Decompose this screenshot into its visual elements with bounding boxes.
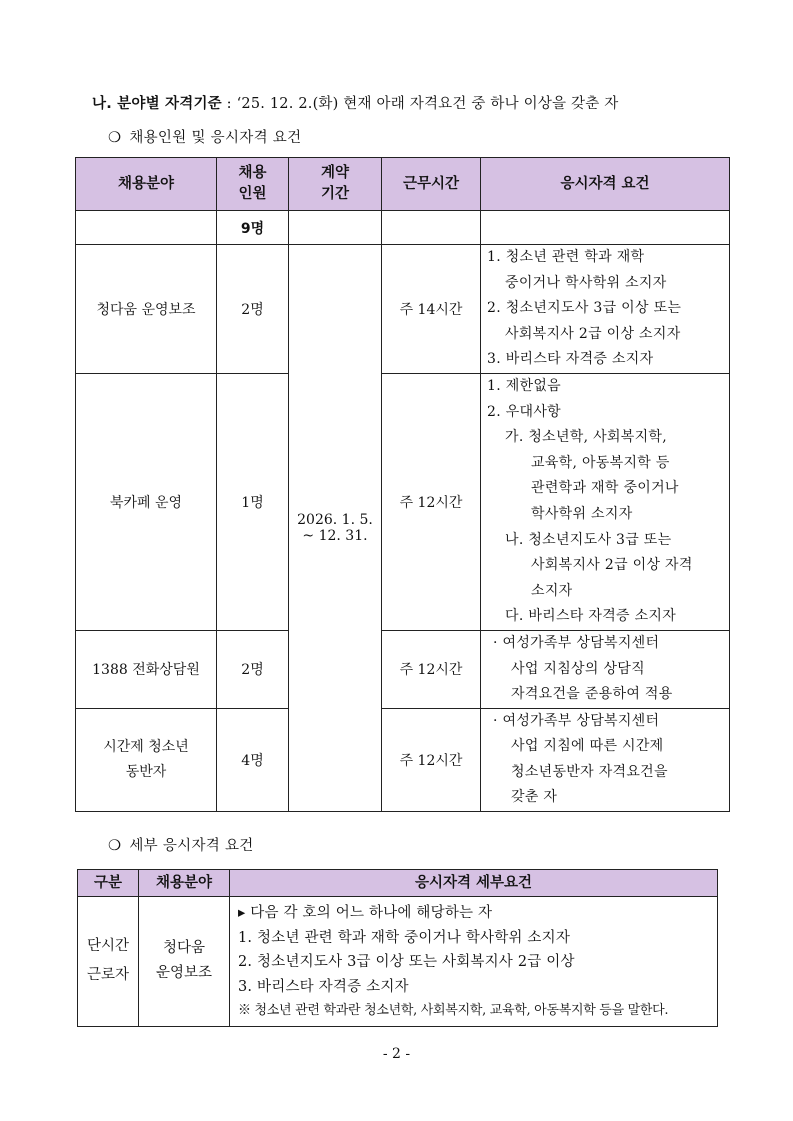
row-count: 1명: [217, 373, 289, 630]
row-field: 청다움 운영보조: [76, 245, 217, 374]
total-count: 9명: [217, 211, 289, 245]
header-hours: 근무시간: [382, 158, 481, 211]
recruit-subheading: [108, 126, 301, 147]
row-hours: 주 12시간: [382, 630, 481, 708]
ring-bullet-icon: ❍: [108, 838, 122, 854]
category-cell: 단시간 근로자: [78, 897, 139, 1027]
row-count: 2명: [217, 245, 289, 374]
row-requirements: · 여성가족부 상담복지센터 사업 지침상의 상담직 자격요건을 준용하여 적용: [481, 630, 730, 708]
row-field: 1388 전화상담원: [76, 630, 217, 708]
detail-subheading-text: 세부 응시자격 요건: [129, 838, 254, 854]
section-text: ‘25. 12. 2.(화) 현재 아래 자격요건 중 하나 이상을 갖춘 자: [236, 96, 619, 112]
detail-subheading: [108, 834, 254, 855]
section-label: 나. 분야별 자격기준: [92, 96, 222, 112]
row-requirements: · 여성가족부 상담복지센터 사업 지침에 따른 시간제 청소년동반자 자격요건을 갖춘 자: [481, 708, 730, 811]
table-row: [76, 630, 730, 708]
table-header-row: [78, 870, 718, 897]
row-hours: 주 12시간: [382, 708, 481, 811]
row-hours: 주 14시간: [382, 245, 481, 374]
table-row: [78, 897, 718, 1027]
header-requirements: 응시자격 요건: [481, 158, 730, 211]
header-count: 채용 인원: [217, 158, 289, 211]
header-term: 계약 기간: [289, 158, 382, 211]
header-field: 채용분야: [76, 158, 217, 211]
contract-period: 2026. 1. 5. ~ 12. 31.: [289, 245, 382, 812]
header-detail: 응시자격 세부요건: [230, 870, 718, 897]
header-category: 구분: [78, 870, 139, 897]
section-colon: :: [221, 96, 237, 112]
table-row: [76, 245, 730, 374]
ring-bullet-icon: ❍: [108, 130, 122, 146]
field-cell: 청다움 운영보조: [139, 897, 230, 1027]
table-row: [76, 373, 730, 630]
section-heading: [92, 92, 619, 113]
row-requirements: 1. 청소년 관련 학과 재학 중이거나 학사학위 소지자 2. 청소년지도사 3급 이상 또는 사회복지사 2급 이상 소지자 3. 바리스타 자격증 소지자: [481, 245, 730, 374]
detail-table: [77, 869, 718, 1027]
table-header-row: [76, 158, 730, 211]
row-field: 북카페 운영: [76, 373, 217, 630]
recruitment-table: [75, 157, 730, 812]
row-hours: 주 12시간: [382, 373, 481, 630]
row-count: 4명: [217, 708, 289, 811]
row-field: 시간제 청소년 동반자: [76, 708, 217, 811]
recruit-subheading-text: 채용인원 및 응시자격 요건: [129, 130, 302, 146]
table-row: [76, 708, 730, 811]
detail-note: ※ 청소년 관련 학과란 청소년학, 사회복지학, 교육학, 아동복지학 등을 말한다.: [238, 1003, 669, 1019]
row-count: 2명: [217, 630, 289, 708]
header-field: 채용분야: [139, 870, 230, 897]
total-row: [76, 211, 730, 245]
row-requirements: 1. 제한없음 2. 우대사항 가. 청소년학, 사회복지학, 교육학, 아동복지학 등 관련학과 재학 중이거나 학사학위 소지자 나. 청소년지도사 3급 또는 사회복지사 2급 이상 자격 소지자 다. 바리스타 자격증 소지자: [481, 373, 730, 630]
page-number: - 2 -: [382, 1046, 411, 1062]
detail-cell: ▸ 다음 각 호의 어느 하나에 해당하는 자 1. 청소년 관련 학과 재학 중이거나 학사학위 소지자 2. 청소년지도사 3급 이상 또는 사회복지사 2급 이상 3. 바리스타 자격증 소지자 ※ 청소년 관련 학과란 청소년학, 사회복지학, 교육학, 아동복지학 등을 말한다.: [230, 897, 718, 1027]
